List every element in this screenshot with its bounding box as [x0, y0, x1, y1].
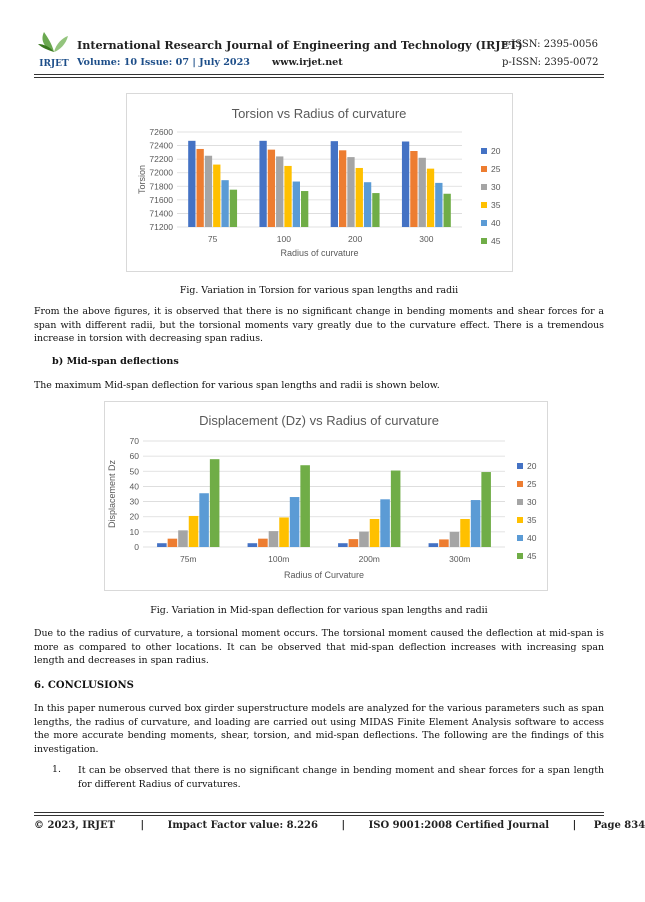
bar [481, 472, 491, 547]
legend-label: 20 [527, 461, 537, 471]
y-tick-label: 72600 [149, 127, 173, 137]
paragraph-2: The maximum Mid-span deflection for various span lengths and radii is shown below. [34, 380, 440, 391]
bar [293, 182, 300, 227]
website-link[interactable]: www.irjet.net [272, 57, 343, 68]
list-item-text: It can be observed that there is no significant change in bending moment and shear forces for a span length for different Radius of curvatures. [78, 765, 604, 790]
bar [284, 166, 291, 227]
y-tick-label: 40 [129, 481, 139, 492]
legend-label: 40 [491, 218, 501, 228]
bar [258, 539, 268, 547]
legend-label: 25 [491, 164, 501, 174]
legend-label: 25 [527, 479, 537, 489]
footer-divider-2 [34, 815, 604, 816]
y-tick-label: 71400 [149, 208, 173, 219]
legend-swatch [517, 463, 523, 469]
footer-divider [34, 812, 604, 813]
y-tick-label: 30 [129, 496, 139, 507]
paragraph-1: From the above figures, it is observed that there is no significant change in bending moments and shear forces for a span with different radii, but the torsional moments vary greatly due to the curvature effect. There is a tremendous increase in torsion with decreasing span radius. [34, 306, 604, 345]
bar [230, 190, 237, 227]
bar [205, 156, 212, 227]
bar [197, 149, 204, 227]
x-tick-label: 100m [268, 554, 290, 564]
bar [199, 493, 209, 547]
bar [339, 150, 346, 227]
y-tick-label: 71200 [149, 222, 173, 232]
y-axis-label: Torsion [137, 164, 147, 195]
bar [157, 543, 167, 547]
subsection-heading: b) Mid-span deflections [52, 356, 179, 367]
bar [364, 182, 371, 227]
bar [359, 532, 369, 547]
bar [300, 465, 310, 547]
y-tick-label: 20 [129, 511, 139, 522]
bar [356, 168, 363, 227]
paragraph-4: In this paper numerous curved box girder superstructure models are analyzed for the various parameters such as span lengths, the radius of curvature, and loading are carried out using MIDAS Finite Element Analysis software to access the more accurate bending moments, shear, torsion, and mid-span deflections. The following are the findings of this investigation. [34, 703, 604, 755]
footer-sep: | [572, 820, 577, 831]
y-tick-label: 71800 [149, 181, 173, 192]
footer-sep: | [341, 820, 346, 831]
bar [210, 459, 220, 547]
legend-label: 40 [527, 533, 537, 543]
bar [349, 539, 359, 547]
header-divider-2 [34, 77, 604, 78]
list-item-number: 1. [52, 764, 61, 775]
x-axis-label: Radius of curvature [280, 248, 359, 258]
y-axis-label: Displacement Dz [107, 459, 117, 529]
bar [402, 142, 409, 228]
section-heading-conclusions: 6. CONCLUSIONS [34, 680, 134, 691]
footer [34, 820, 645, 831]
x-tick-label: 75m [179, 554, 197, 564]
y-tick-label: 50 [129, 466, 139, 477]
paragraph-3: Due to the radius of curvature, a torsional moment occurs. The torsional moment caused the deflection at mid-span is more as compared to other locations. It can be observed that mid-span deflection increases with increasing span length and decreases in span radius. [34, 628, 604, 667]
bar [259, 141, 266, 227]
bar [471, 500, 481, 547]
legend-label: 30 [527, 497, 537, 507]
legend-label: 30 [491, 182, 501, 192]
bar [439, 539, 449, 547]
footer-page-number: Page 834 [593, 820, 645, 831]
legend-label: 45 [527, 551, 537, 561]
legend-label: 35 [491, 200, 501, 210]
bar [290, 497, 300, 547]
bar [331, 141, 338, 227]
eissn: e-ISSN: 2395-0056 [502, 39, 598, 50]
bar [427, 169, 434, 227]
bar [460, 519, 470, 547]
x-tick-label: 100 [276, 234, 291, 244]
pissn: p-ISSN: 2395-0072 [502, 57, 599, 68]
x-tick-label: 75 [207, 234, 218, 244]
bar [268, 150, 275, 227]
bar [301, 191, 308, 227]
bar [279, 517, 289, 547]
bar [419, 158, 426, 227]
footer-copyright: © 2023, IRJET [34, 820, 116, 831]
bar [380, 499, 390, 547]
y-tick-label: 72000 [149, 167, 173, 178]
bar [372, 193, 379, 227]
y-tick-label: 72400 [149, 140, 173, 151]
legend-swatch [481, 220, 487, 226]
legend-swatch [481, 166, 487, 172]
legend-swatch [481, 148, 487, 154]
y-tick-label: 71600 [149, 194, 173, 205]
bar [178, 530, 188, 547]
bar [370, 519, 380, 547]
footer-sep: | [140, 820, 145, 831]
torsion-chart [126, 93, 513, 272]
y-tick-label: 0 [134, 542, 139, 552]
bar [269, 531, 279, 547]
y-tick-label: 10 [129, 526, 139, 537]
legend-label: 35 [527, 515, 537, 525]
footer-iso: ISO 9001:2008 Certified Journal [368, 820, 550, 831]
bar [213, 165, 220, 227]
displacement-chart-svg [105, 402, 547, 590]
bar [168, 539, 178, 547]
bar [221, 180, 228, 227]
bar [435, 183, 442, 227]
y-tick-label: 70 [129, 436, 139, 446]
bar [189, 516, 199, 547]
y-tick-label: 60 [129, 451, 139, 462]
chart-title: Displacement (Dz) vs Radius of curvature [199, 413, 439, 428]
logo-text: IRJET [39, 59, 69, 69]
displacement-chart [104, 401, 548, 591]
bar [444, 194, 451, 227]
bar [391, 471, 401, 547]
bar [410, 151, 417, 227]
bar [338, 543, 348, 547]
bar [429, 543, 439, 547]
volume-issue: Volume: 10 Issue: 07 | July 2023 [77, 57, 250, 68]
chart-title: Torsion vs Radius of curvature [231, 106, 407, 121]
bar [188, 141, 195, 227]
bar [347, 157, 354, 227]
torsion-chart-svg [127, 94, 512, 271]
footer-impact: Impact Factor value: 8.226 [167, 820, 318, 831]
journal-title: International Research Journal of Engineering and Technology (IRJET) [77, 38, 523, 52]
legend-swatch [481, 202, 487, 208]
legend-swatch [481, 184, 487, 190]
irjet-logo [34, 30, 74, 70]
bar [450, 532, 460, 547]
legend-swatch [517, 517, 523, 523]
legend-swatch [517, 499, 523, 505]
bar [248, 543, 258, 547]
x-tick-label: 300m [449, 554, 471, 564]
legend-label: 45 [491, 236, 501, 246]
y-tick-label: 72200 [149, 154, 173, 165]
figure1-caption: Fig. Variation in Torsion for various span lengths and radii [179, 285, 459, 296]
x-tick-label: 300 [419, 234, 434, 244]
header-divider [34, 74, 604, 75]
legend-swatch [517, 553, 523, 559]
legend-swatch [517, 535, 523, 541]
x-tick-label: 200 [348, 234, 363, 244]
x-axis-label: Radius of Curvature [283, 570, 365, 580]
leaf-icon [38, 32, 68, 52]
legend-swatch [517, 481, 523, 487]
legend-label: 20 [491, 146, 501, 156]
figure2-caption: Fig. Variation in Mid-span deflection for various span lengths and radii [150, 605, 488, 616]
legend-swatch [481, 238, 487, 244]
x-tick-label: 200m [358, 554, 380, 564]
bar [276, 156, 283, 227]
